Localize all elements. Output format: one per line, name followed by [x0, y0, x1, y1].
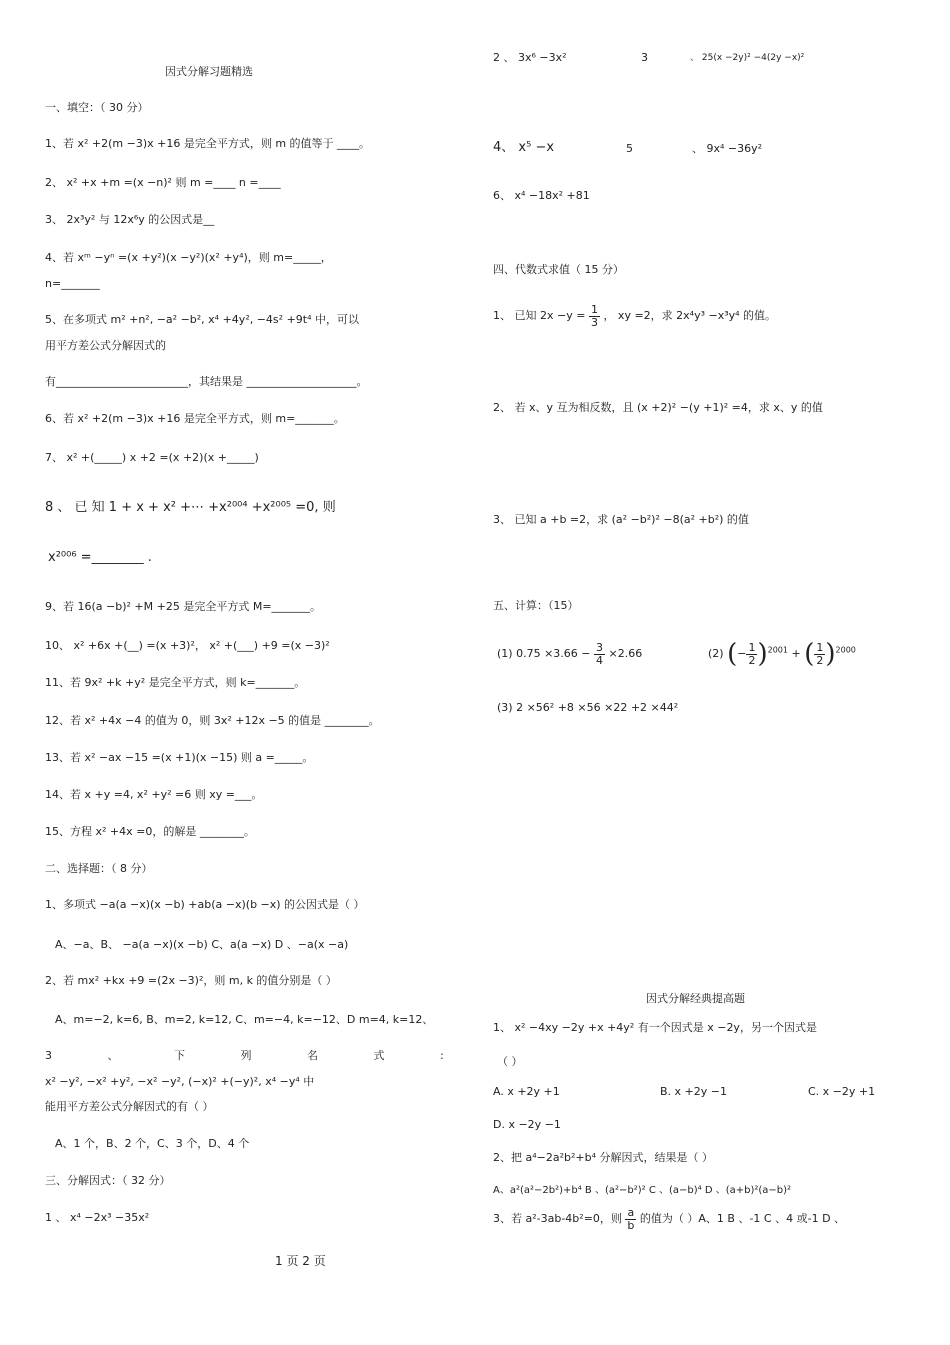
fraction-numerator: 1 [590, 302, 598, 316]
advanced-3-text-a: 3、若 a²-3ab-4b²=0，则 [493, 1212, 622, 1225]
calc-1 [497, 640, 642, 668]
section-factor: 三、分解因式：（ 32 分） [45, 1174, 171, 1187]
calc-1-fraction [594, 642, 605, 667]
factor-5-number: 5 [626, 142, 633, 155]
calc-2-label: (2) [708, 647, 724, 660]
question-6: 6、若 x² +2(m −3)x +16 是完全平方式，则 m=_______。 [45, 412, 345, 425]
question-8: 8 、 已 知 1 + x + x² +⋯ +x²⁰⁰⁴ +x²⁰⁰⁵ =0, 则 [45, 500, 336, 515]
question-4: 4、若 xᵐ −yⁿ =(x +y²)(x −y²)(x² +y⁴)，则 m=_____， [45, 251, 332, 264]
left-paren: ( [804, 639, 815, 669]
fraction-numerator: a [625, 1207, 636, 1220]
page-footer: 1 页 2 页 [275, 1254, 326, 1268]
advanced-1-paren: （ ） [497, 1055, 523, 1068]
question-3: 3、 2x³y² 与 12x⁶y 的公因式是__ [45, 213, 215, 226]
plus-sign: + [791, 647, 801, 660]
fraction-denominator: 2 [816, 653, 824, 667]
advanced-2: 2、把 a⁴−2a²b²+b⁴ 分解因式，结果是（ ） [493, 1151, 714, 1164]
evaluate-1-text-b: ， xy =2，求 2x⁴y³ −x³y⁴ 的值。 [603, 309, 777, 322]
choice-3-cont: 能用平方差公式分解因式的有（ ） [45, 1100, 214, 1113]
advanced-1-option-c: C. x −2y +1 [808, 1085, 876, 1098]
question-15: 15、方程 x² +4x =0，的解是 ________。 [45, 825, 255, 838]
calc-3: (3) 2 ×56² +8 ×56 ×22 +2 ×44² [497, 701, 679, 714]
factor-1: 1 、 x⁴ −2x³ −35x² [45, 1211, 150, 1224]
evaluate-2: 2、 若 x、y 互为相反数，且 (x +2)² −(y +1)² =4，求 x、y 的值 [493, 401, 823, 414]
calc-1-text-b: ×2.66 [608, 647, 643, 660]
left-paren: ( [727, 639, 738, 669]
calc-2 [708, 636, 856, 672]
factor-2: 2 、 3x⁶ −3x² [493, 51, 567, 64]
fraction-denominator: 4 [596, 653, 603, 667]
right-paren: ) [757, 639, 768, 669]
advanced-3 [493, 1205, 845, 1233]
fraction-numerator: 3 [596, 640, 603, 654]
calc-2-fraction-2 [814, 642, 825, 667]
exponent: 2000 [835, 645, 856, 655]
question-7: 7、 x² +(_____) x +2 =(x +2)(x +_____) [45, 451, 259, 464]
factor-6: 6、 x⁴ −18x² +81 [493, 189, 590, 202]
question-14: 14、若 x +y =4, x² +y² =6 则 xy =___。 [45, 788, 263, 801]
question-8-answer: x²⁰⁰⁶ =________ . [48, 550, 152, 565]
evaluate-3: 3、 已知 a +b =2，求 (a² −b²)² −8(a² +b²) 的值 [493, 513, 749, 526]
evaluate-1-fraction [589, 304, 600, 329]
section-fill-blank: 一、填空：（ 30 分） [45, 101, 149, 114]
exponent: 2001 [767, 645, 788, 655]
fraction-numerator: 1 [748, 640, 756, 654]
factor-5: 、 9x⁴ −36y² [692, 142, 763, 155]
advanced-1-option-b: B. x +2y −1 [660, 1085, 727, 1098]
factor-3: 、 25(x −2y)² −4(2y −x)² [690, 53, 805, 63]
question-11: 11、若 9x² +k +y² 是完全平方式，则 k=_______。 [45, 676, 306, 689]
question-2: 2、 x² +x +m =(x −n)² 则 m =____ n =____ [45, 176, 281, 189]
advanced-3-text-b: 的值为（ ）A、1 B 、-1 C 、4 或-1 D 、 [639, 1212, 846, 1225]
question-4-cont: n=_______ [45, 277, 100, 290]
factor-4: 4、 x⁵ −x [493, 140, 555, 155]
advanced-1-option-a: A. x +2y +1 [493, 1085, 560, 1098]
question-13: 13、若 x² −ax −15 =(x +1)(x −15) 则 a =_____。 [45, 751, 314, 764]
question-5: 5、在多项式 m² +n², −a² −b², x⁴ +4y², −4s² +9t⁴ 中，可以 [45, 313, 360, 326]
question-1: 1、若 x² +2(m −3)x +16 是完全平方式，则 m 的值等于 ____。 [45, 137, 371, 150]
fraction-denominator: b [627, 1218, 635, 1232]
fraction-denominator: 3 [590, 315, 598, 329]
choice-1-options: A、−a、B、 −a(a −x)(x −b) C、a(a −x) D 、−a(x −a) [55, 938, 349, 951]
fraction-numerator: 1 [816, 640, 824, 654]
right-paren: ) [825, 639, 836, 669]
question-9: 9、若 16(a −b)² +M +25 是完全平方式 M=_______。 [45, 600, 322, 613]
choice-3-expr: x² −y², −x² +y², −x² −y², (−x)² +(−y)², x⁴ −y⁴ 中 [45, 1075, 315, 1088]
choice-2: 2、若 mx² +kx +9 =(2x −3)²，则 m, k 的值分别是（ ） [45, 974, 337, 987]
choice-1: 1、多项式 −a(a −x)(x −b) +ab(a −x)(b −x) 的公因式是（ ） [45, 898, 365, 911]
evaluate-1 [493, 302, 776, 330]
choice-3-options: A、1 个，B、2 个，C、3 个，D、4 个 [55, 1137, 250, 1150]
minus-sign: − [737, 647, 747, 660]
calc-1-text-a: (1) 0.75 ×3.66 − [497, 647, 591, 660]
advanced-1-option-d: D. x −2y −1 [493, 1118, 561, 1131]
doc-title: 因式分解习题精选 [165, 65, 253, 78]
question-5-cont: 用平方差公式分解因式的 [45, 339, 166, 352]
question-12: 12、若 x² +4x −4 的值为 0，则 3x² +12x −5 的值是 ________。 [45, 714, 380, 727]
choice-3: 3 、 下 列 名 式 : [45, 1049, 444, 1062]
section-choice: 二、选择题：（ 8 分） [45, 862, 153, 875]
question-10: 10、 x² +6x +(__) =(x +3)²， x² +(___) +9 =(x −3)² [45, 639, 330, 652]
question-5-answer-line: 有________________________，其结果是 ____________________。 [45, 375, 368, 388]
evaluate-1-text-a: 1、 已知 2x −y = [493, 309, 586, 322]
advanced-3-fraction [625, 1207, 636, 1232]
section-evaluate: 四、代数式求值（ 15 分） [493, 263, 624, 276]
advanced-1: 1、 x² −4xy −2y +x +4y² 有一个因式是 x −2y，另一个因式是 [493, 1021, 817, 1034]
fraction-denominator: 2 [748, 653, 756, 667]
choice-2-options: A、m=−2, k=6, B、m=2, k=12, C、m=−4, k=−12、D m=4, k=12、 [55, 1013, 434, 1026]
section-title-advanced: 因式分解经典提高题 [646, 992, 745, 1005]
advanced-2-options: A、a²(a²−2b²)+b⁴ B 、(a²−b²)² C 、(a−b)⁴ D 、(a+b)²(a−b)² [493, 1185, 792, 1196]
section-calculate: 五、计算：（15） [493, 599, 579, 612]
factor-3-number: 3 [641, 51, 648, 64]
calc-2-fraction-1 [746, 642, 757, 667]
